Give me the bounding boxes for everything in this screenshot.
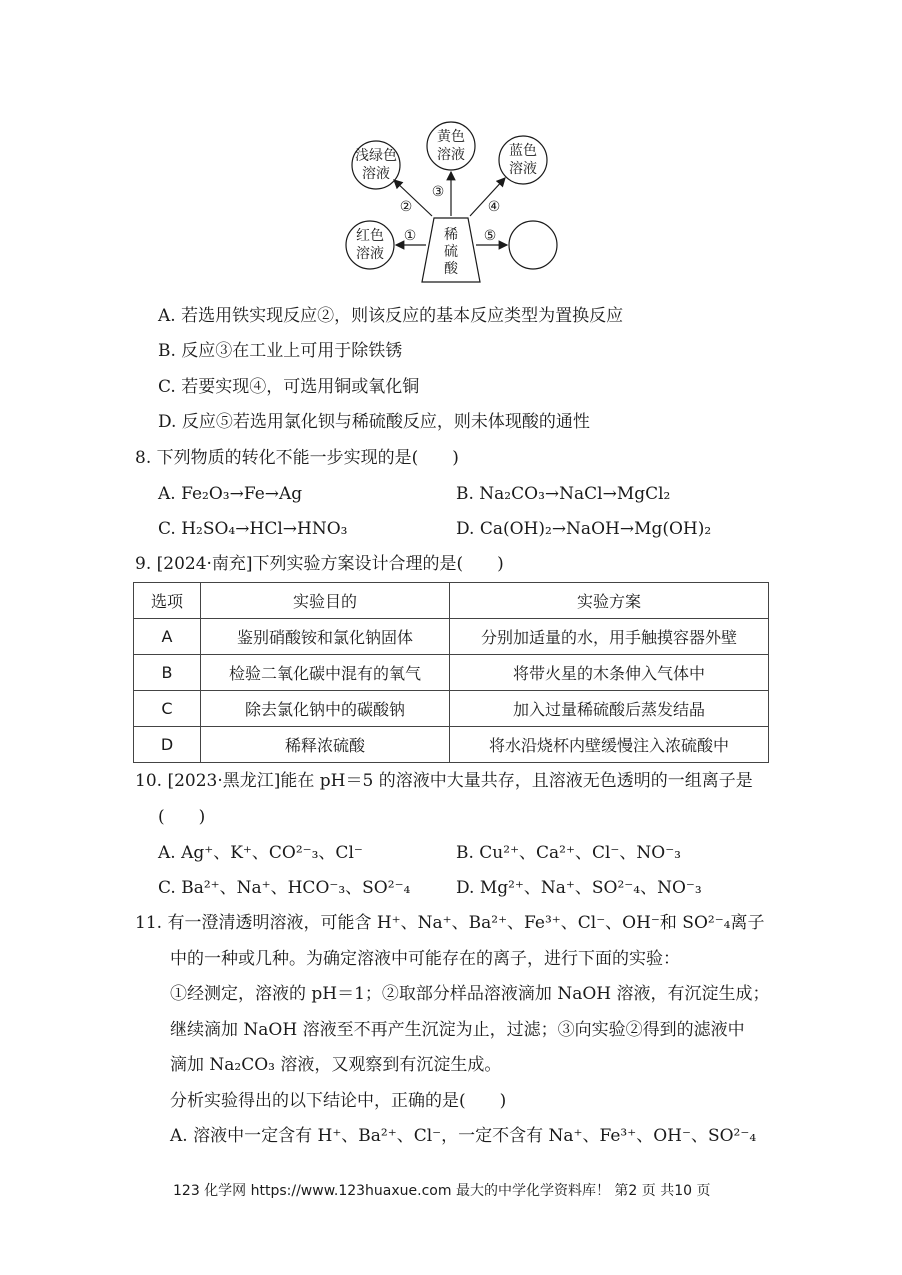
q8-option-c: C. H₂SO₄→HCl→HNO₃ — [158, 519, 348, 539]
label-4: ④ — [487, 199, 501, 215]
center-label-3: 酸 — [444, 261, 458, 277]
blue-label-2: 溶液 — [509, 161, 537, 177]
q8-option-b: B. Na₂CO₃→NaCl→MgCl₂ — [456, 484, 671, 504]
q11-line-3: ①经测定，溶液的 pH＝1；②取部分样品溶液滴加 NaOH 溶液，有沉淀生成； — [170, 984, 770, 1004]
table-cell: B — [134, 655, 201, 691]
q10-option-a: A. Ag⁺、K⁺、CO²⁻₃、Cl⁻ — [158, 843, 363, 863]
q10-option-c: C. Ba²⁺、Na⁺、HCO⁻₃、SO²⁻₄ — [158, 878, 411, 898]
table-cell: 除去氯化钠中的碳酸钠 — [201, 691, 450, 727]
q10-option-b: B. Cu²⁺、Ca²⁺、Cl⁻、NO⁻₃ — [456, 843, 681, 863]
q10-stem: 10. [2023·黑龙江]能在 pH＝5 的溶液中大量共存，且溶液无色透明的一组离子是 — [135, 771, 753, 791]
q11-line-4: 继续滴加 NaOH 溶液至不再产生沉淀为止，过滤；③向实验②得到的滤液中 — [170, 1020, 745, 1040]
yellow-label-1: 黄色 — [437, 129, 465, 145]
q8-option-d: D. Ca(OH)₂→NaOH→Mg(OH)₂ — [456, 519, 712, 539]
light-green-label-1: 浅绿色 — [355, 148, 397, 164]
center-label-1: 稀 — [444, 227, 458, 243]
page-footer: 123 化学网 https://www.123huaxue.com 最大的中学化学资料库！ 第2 页 共10 页 — [173, 1183, 711, 1199]
q10-paren: ( ) — [158, 807, 206, 827]
yellow-label-2: 溶液 — [437, 147, 465, 163]
table-cell: A — [134, 619, 201, 655]
table-row — [134, 691, 769, 727]
header-plan: 实验方案 — [450, 583, 769, 619]
table-header-row — [134, 583, 769, 619]
table-row — [134, 619, 769, 655]
circle-empty — [509, 221, 557, 269]
blue-label-1: 蓝色 — [509, 143, 537, 159]
table-cell: 分别加适量的水，用手触摸容器外壁 — [450, 619, 769, 655]
q7-option-a: A. 若选用铁实现反应②，则该反应的基本反应类型为置换反应 — [158, 306, 624, 326]
label-3: ③ — [431, 184, 445, 200]
q7-option-b: B. 反应③在工业上可用于除铁锈 — [158, 341, 403, 361]
q11-option-a: A. 溶液中一定含有 H⁺、Ba²⁺、Cl⁻，一定不含有 Na⁺、Fe³⁺、OH⁻、SO²⁻₄ — [170, 1126, 757, 1146]
header-option: 选项 — [134, 583, 201, 619]
header-purpose: 实验目的 — [201, 583, 450, 619]
sulfuric-acid-reaction-diagram — [330, 110, 570, 290]
q7-option-d: D. 反应⑤若选用氯化钡与稀硫酸反应，则未体现酸的通性 — [158, 412, 590, 432]
q11-line-1: 11. 有一澄清透明溶液，可能含 H⁺、Na⁺、Ba²⁺、Fe³⁺、Cl⁻、OH⁻和 SO²⁻₄离子 — [135, 913, 765, 933]
q10-option-d: D. Mg²⁺、Na⁺、SO²⁻₄、NO⁻₃ — [456, 878, 702, 898]
table-cell: 加入过量稀硫酸后蒸发结晶 — [450, 691, 769, 727]
table-cell: C — [134, 691, 201, 727]
table-cell: 稀释浓硫酸 — [201, 727, 450, 763]
table-row — [134, 655, 769, 691]
table-row — [134, 727, 769, 763]
table-cell: D — [134, 727, 201, 763]
label-2: ② — [399, 199, 413, 215]
q8-stem: 8. 下列物质的转化不能一步实现的是( ) — [135, 448, 459, 468]
q11-line-2: 中的一种或几种。为确定溶液中可能存在的离子，进行下面的实验： — [170, 949, 680, 969]
q9-stem: 9. [2024·南充]下列实验方案设计合理的是( ) — [135, 554, 504, 574]
q8-option-a: A. Fe₂O₃→Fe→Ag — [158, 484, 303, 504]
q7-option-c: C. 若要实现④，可选用铜或氧化铜 — [158, 377, 420, 397]
q11-line-5: 滴加 Na₂CO₃ 溶液，又观察到有沉淀生成。 — [170, 1055, 502, 1075]
table-cell: 将带火星的木条伸入气体中 — [450, 655, 769, 691]
table-cell: 将水沿烧杯内壁缓慢注入浓硫酸中 — [450, 727, 769, 763]
table-cell: 检验二氧化碳中混有的氧气 — [201, 655, 450, 691]
center-label-2: 硫 — [444, 244, 458, 260]
light-green-label-2: 溶液 — [362, 166, 390, 182]
red-label-2: 溶液 — [356, 246, 384, 262]
label-5: ⑤ — [483, 228, 497, 244]
label-1: ① — [403, 228, 417, 244]
experiment-table — [133, 582, 769, 763]
q11-line-6: 分析实验得出的以下结论中，正确的是( ) — [170, 1091, 507, 1111]
red-label-1: 红色 — [356, 228, 384, 244]
table-cell: 鉴别硝酸铵和氯化钠固体 — [201, 619, 450, 655]
